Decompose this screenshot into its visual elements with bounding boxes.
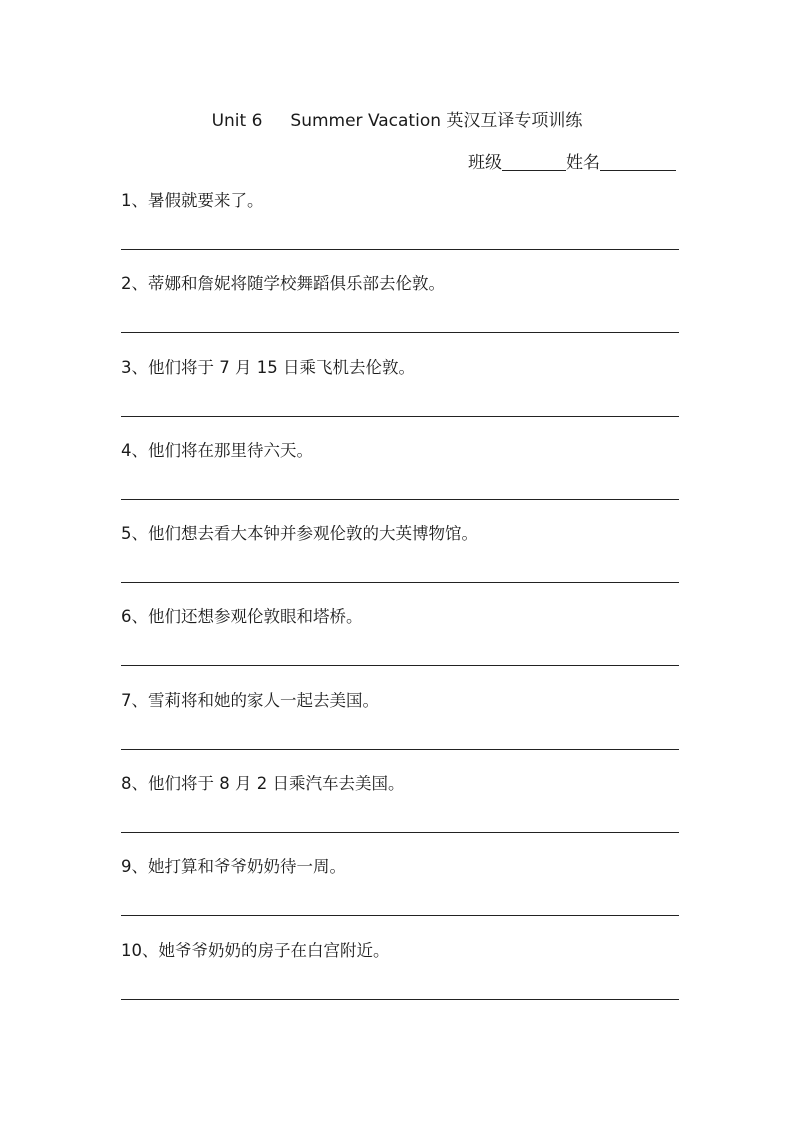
question-text: 1、暑假就要来了。 bbox=[121, 191, 264, 210]
question-item bbox=[121, 440, 679, 523]
answer-line[interactable] bbox=[121, 416, 679, 417]
name-blank[interactable] bbox=[600, 152, 676, 171]
class-blank[interactable] bbox=[502, 152, 566, 171]
title-text: Summer Vacation 英汉互译专项训练 bbox=[290, 111, 583, 131]
name-label: 姓名 bbox=[566, 153, 600, 173]
question-item bbox=[121, 523, 679, 606]
question-item bbox=[121, 940, 679, 1023]
answer-line[interactable] bbox=[121, 999, 679, 1000]
question-item bbox=[121, 773, 679, 856]
answer-line[interactable] bbox=[121, 832, 679, 833]
question-item bbox=[121, 190, 679, 273]
question-item bbox=[121, 273, 679, 356]
question-item bbox=[121, 606, 679, 689]
answer-line[interactable] bbox=[121, 749, 679, 750]
question-text: 4、他们将在那里待六天。 bbox=[121, 440, 313, 460]
question-text: 7、雪莉将和她的家人一起去美国。 bbox=[121, 690, 379, 710]
answer-line[interactable] bbox=[121, 499, 679, 500]
question-item bbox=[121, 357, 679, 440]
question-text: 2、蒂娜和詹妮将随学校舞蹈俱乐部去伦敦。 bbox=[121, 274, 445, 294]
answer-line[interactable] bbox=[121, 915, 679, 916]
answer-line[interactable] bbox=[121, 582, 679, 583]
question-text: 6、他们还想参观伦敦眼和塔桥。 bbox=[121, 607, 363, 627]
question-text: 10、她爷爷奶奶的房子在白宫附近。 bbox=[121, 940, 390, 960]
question-item bbox=[121, 690, 679, 773]
answer-line[interactable] bbox=[121, 249, 679, 250]
unit-label: Unit 6 bbox=[211, 111, 263, 131]
student-info-bar bbox=[468, 148, 676, 173]
question-text: 9、她打算和爷爷奶奶待一周。 bbox=[121, 857, 346, 877]
question-text: 5、他们想去看大本钟并参观伦敦的大英博物馆。 bbox=[121, 524, 478, 544]
question-text: 3、他们将于 7 月 15 日乘飞机去伦敦。 bbox=[121, 357, 415, 377]
class-label: 班级 bbox=[468, 153, 502, 173]
question-list bbox=[121, 190, 679, 1023]
answer-line[interactable] bbox=[121, 332, 679, 333]
question-text: 8、他们将于 8 月 2 日乘汽车去美国。 bbox=[121, 774, 405, 794]
answer-line[interactable] bbox=[121, 665, 679, 666]
worksheet-title bbox=[0, 106, 794, 131]
question-item bbox=[121, 856, 679, 939]
